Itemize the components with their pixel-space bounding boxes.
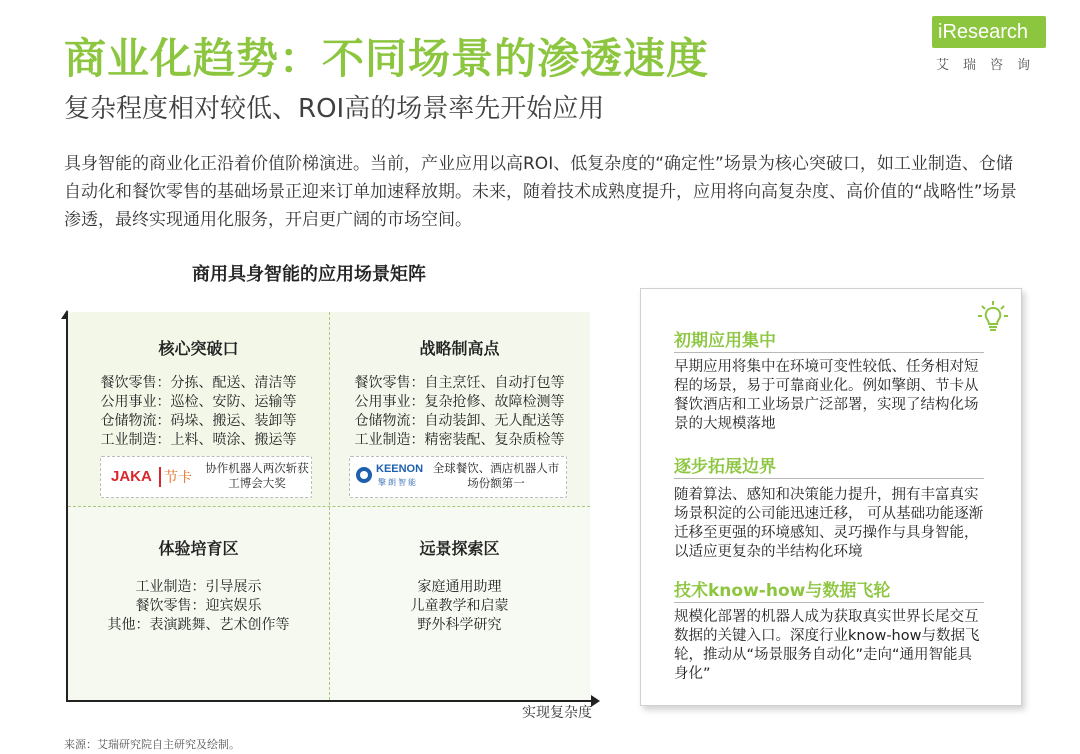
quadrant-experience-incubation [68, 506, 329, 700]
page-title: 商业化趋势：不同场景的渗透速度 [64, 34, 710, 83]
quadrant-line: 仓储物流：码垛、搬运、装卸等 [100, 413, 297, 429]
quadrant-lines [329, 578, 590, 635]
jieka-logo: 节卡 [159, 467, 192, 487]
quadrant-line: 公用事业：巡检、安防、运输等 [100, 394, 297, 410]
keenon-logo-cn: 擎朗智能 [378, 478, 418, 487]
callout-divider [674, 602, 984, 603]
quadrant-lines [68, 374, 329, 450]
source-note: 来源：艾瑞研究院自主研究及绘制。 [64, 738, 240, 751]
callout-body-expand: 随着算法、感知和决策能力提升，拥有丰富真实场景积淀的公司能迅速迁移， 可从基础功能逐渐迁移至更强的环境感知、灵巧操作与具身智能，以适应更复杂的半结构化环境 [674, 487, 984, 560]
matrix-title: 商用具身智能的应用场景矩阵 [192, 264, 426, 285]
quadrant-lines [68, 578, 329, 635]
badge-text: 协作机器人两次斩获工博会大奖 [205, 461, 309, 490]
scenario-matrix [68, 312, 590, 700]
quadrant-line: 餐饮零售：迎宾娱乐 [135, 598, 262, 614]
page-subtitle: 复杂程度相对较低、ROI高的场景率先开始应用 [64, 94, 605, 124]
jaka-logo: JAKA [111, 468, 152, 485]
callout-title-flywheel: 技术know-how与数据飞轮 [674, 581, 891, 601]
quadrant-strategic-high-ground [329, 312, 590, 506]
quadrant-title: 远景探索区 [419, 539, 500, 558]
quadrant-line: 餐饮零售：自主烹饪、自动打包等 [354, 375, 565, 391]
quadrant-line: 工业制造：精密装配、复杂质检等 [354, 432, 565, 448]
callout-title-expand: 逐步拓展边界 [674, 457, 776, 477]
jaka-badge [100, 456, 312, 498]
x-axis-label: 实现复杂度 [522, 705, 592, 721]
keenon-logo: KEENON [376, 463, 424, 475]
iresearch-logo [932, 16, 1052, 76]
callout-divider [674, 352, 984, 353]
quadrant-line: 野外科学研究 [417, 617, 502, 633]
quadrant-line: 公用事业：复杂抢修、故障检测等 [354, 394, 565, 410]
logo-wordmark: iResearch [932, 16, 1046, 48]
quadrant-lines [329, 374, 590, 450]
matrix-divider-horizontal [68, 506, 590, 507]
callout-title-early: 初期应用集中 [674, 331, 776, 351]
callout-divider [674, 478, 984, 479]
quadrant-line: 儿童教学和启蒙 [410, 598, 509, 614]
quadrant-line: 其他：表演跳舞、艺术创作等 [107, 617, 290, 633]
quadrant-line: 工业制造：引导展示 [135, 579, 262, 595]
keenon-logo-icon [356, 467, 372, 483]
quadrant-line: 餐饮零售：分拣、配送、清洁等 [100, 375, 297, 391]
logo-chinese: 艾瑞咨询 [936, 58, 1045, 73]
callout-body-flywheel: 规模化部署的机器人成为获取真实世界长尾交互数据的关键入口。深度行业know-how与数据飞轮，推动从“场景服务自动化”走向“通用智能具身化” [674, 609, 980, 682]
quadrant-title: 核心突破口 [158, 339, 239, 358]
intro-paragraph: 具身智能的商业化正沿着价值阶梯演进。当前，产业应用以高ROI、低复杂度的“确定性”场景为核心突破口，如工业制造、仓储自动化和餐饮零售的基础场景正迎来订单加速释放期。未来，随着技术成熟度提升，应用将向高复杂度、高价值的“战略性”场景渗透，最终实现通用化服务，开启更广阔的市场空间。 [64, 154, 1017, 230]
quadrant-future-exploration [329, 506, 590, 700]
badge-text: 全球餐饮、酒店机器人市场份额第一 [432, 461, 560, 490]
quadrant-title: 战略制高点 [419, 339, 500, 358]
callout-body-early: 早期应用将集中在环境可变性较低、任务相对短程的场景，易于可靠商业化。例如擎朗、节卡从餐饮酒店和工业场景广泛部署，实现了结构化场景的大规模落地 [674, 359, 979, 432]
keenon-badge [349, 456, 567, 498]
quadrant-line: 工业制造：上料、喷涂、搬运等 [100, 432, 297, 448]
lightbulb-icon [978, 300, 1008, 334]
quadrant-title: 体验培育区 [158, 539, 239, 558]
quadrant-line: 家庭通用助理 [417, 579, 502, 595]
quadrant-line: 仓储物流：自动装卸、无人配送等 [354, 413, 565, 429]
x-axis [66, 700, 592, 702]
quadrant-core-breakthrough [68, 312, 329, 506]
